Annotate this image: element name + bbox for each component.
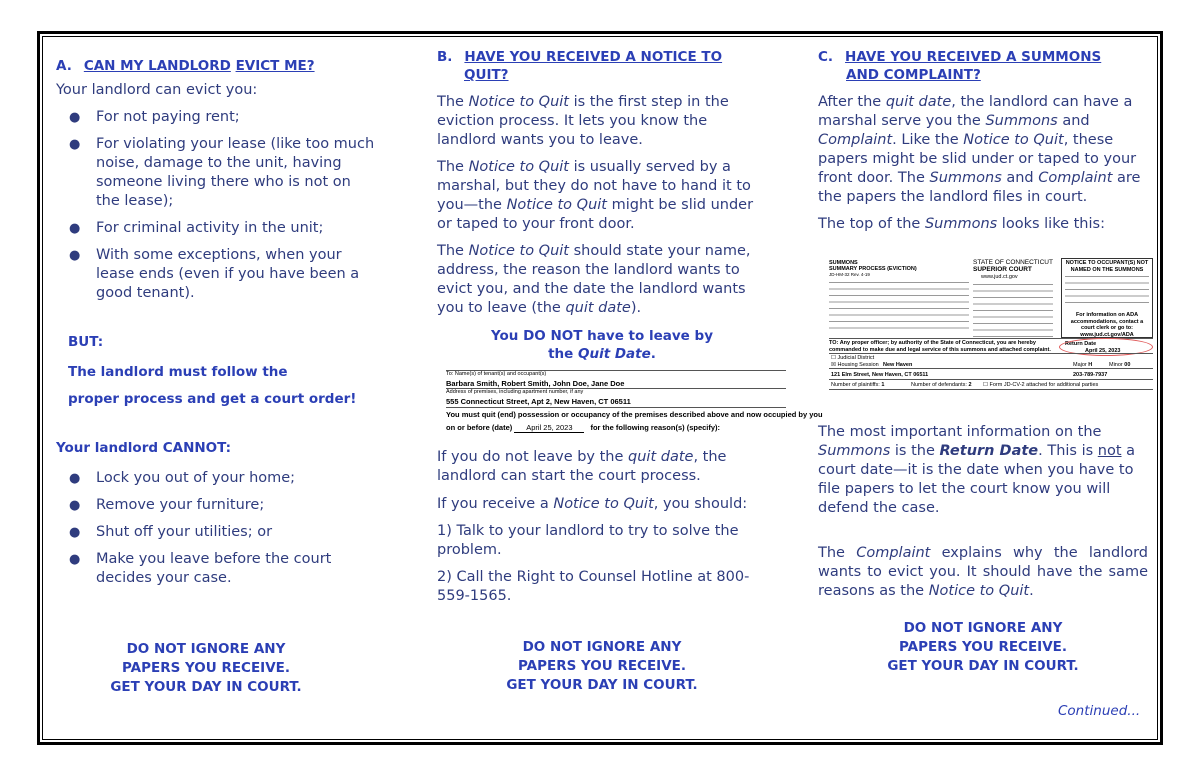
bullet-icon: ● (69, 248, 81, 263)
instructions-text (829, 280, 969, 334)
paragraph: The most important information on the Summons is the Return Date. This is not a court date—it is the date when you have to file papers to let the court know you will defend the case. (818, 424, 1136, 516)
but-label: BUT: (68, 334, 104, 350)
notice-text (1065, 274, 1149, 308)
section-a-heading: A. CAN MY LANDLORD EVICT ME? (56, 58, 315, 74)
instructions-text (973, 282, 1053, 338)
list-item: ● For violating your lease (like too much noise, damage to the unit, having someone living there who is not on the lease); (69, 136, 375, 209)
section-a (56, 48, 376, 697)
section-c-lower (818, 423, 1148, 676)
step-2: 2) Call the Right to Counsel Hotline at 800-559-1565. (437, 569, 750, 604)
continued-label: Continued... (1058, 703, 1141, 719)
must-line-2: proper process and get a court order! (68, 391, 357, 407)
bullet-icon: ● (69, 137, 81, 152)
paragraph: If you receive a Notice to Quit, you should: (437, 496, 748, 512)
can-evict-list (56, 108, 376, 303)
list-item: ● Lock you out of your home; (69, 470, 296, 486)
paragraph: The top of the Summons looks like this: (818, 216, 1105, 232)
bullet-icon: ● (69, 221, 81, 236)
step-1: 1) Talk to your landlord to try to solve the problem. (437, 523, 739, 558)
section-b-lower (437, 448, 767, 695)
list-item: ● Shut off your utilities; or (69, 524, 273, 540)
list-item: ● With some exceptions, when your lease ends (even if you have been a good tenant). (69, 247, 360, 301)
paragraph: The Notice to Quit is the first step in the eviction process. It lets you know the landlord wants you to leave. (437, 94, 729, 148)
cannot-list (56, 469, 376, 588)
list-item: ● For criminal activity in the unit; (69, 220, 324, 236)
section-b-heading: B. HAVE YOU RECEIVED A NOTICE TO QUIT? (437, 49, 723, 83)
list-item: ● Make you leave before the court decides your case. (69, 551, 332, 586)
section-c-heading: C. HAVE YOU RECEIVED A SUMMONS AND COMPLAINT? (818, 49, 1102, 83)
bullet-icon: ● (69, 525, 81, 540)
section-b (437, 48, 767, 363)
paragraph: After the quit date, the landlord can have a marshal serve you the Summons and Complaint. Like the Notice to Quit, these papers might be slid under or taped to your front door. The Summons and Complaint are the papers the landlord files in court. (818, 94, 1141, 205)
paragraph: The Complaint explains why the landlord wants to evict you. It should have the same reasons as the Notice to Quit. (818, 545, 1149, 599)
warning-block: DO NOT IGNORE ANY PAPERS YOU RECEIVE. GET YOUR DAY IN COURT. (887, 620, 1079, 674)
summons-sample: SUMMONS SUMMARY PROCESS (EVICTION) JD-HM-32 Rev. 4-19 STATE OF CONNECTICUT SUPERIOR COURT www.jud.ct.gov NOTICE TO OCCUPANT(S) NOT NAMED ON THE SUMMONS For information on ADA accommodations, contact a court clerk or go to: www.jud.ct.gov/ADA TO: Any proper officer; by authority of the State of Connecticut, you are hereby commanded to make due and legal service of this summons and attached complaint. Return Date April 25, 2023 ☐ Judicial District ☒ Housing Session New Haven Major H Minor 00 121 Elm Street, New Haven, CT 06511 203-789-7937 Number of plaintiffs: 1 Number of defendants: 2 ☐ Form JD-CV-2 attached for additional parties (823, 256, 1153, 390)
bullet-icon: ● (69, 552, 81, 567)
intro-text: Your landlord can evict you: (56, 82, 258, 98)
list-item: ● For not paying rent; (69, 109, 240, 125)
paragraph: The Notice to Quit is usually served by a marshal, but they do not have to hand it to you—the Notice to Quit might be slid under or taped to your front door. (437, 159, 754, 232)
bullet-icon: ● (69, 471, 81, 486)
section-c (818, 48, 1148, 234)
paragraph: If you do not leave by the quit date, the landlord can start the court process. (437, 449, 727, 484)
warning-block: DO NOT IGNORE ANY PAPERS YOU RECEIVE. GET YOUR DAY IN COURT. (110, 641, 302, 695)
bullet-icon: ● (69, 498, 81, 513)
list-item: ● Remove your furniture; (69, 497, 265, 513)
bullet-icon: ● (69, 110, 81, 125)
cannot-title: Your landlord CANNOT: (56, 440, 232, 456)
warning-block: DO NOT IGNORE ANY PAPERS YOU RECEIVE. GET YOUR DAY IN COURT. (506, 639, 698, 693)
do-not-leave-callout: You DO NOT have to leave by the Quit Date. (490, 328, 713, 362)
notice-to-quit-sample: To: Name(s) of tenant(s) and occupant(s) Barbara Smith, Robert Smith, John Doe, Jane Doe Address of premises, including apartment number, if any 555 Connecticut Street, Apt 2, New Haven, CT 06511 You must quit (end) possession or occupancy of the premises described above and now occupied by you on or before (date) April 25, 2023 for the following reason(s) (specify): (446, 371, 823, 432)
must-line-1: The landlord must follow the (68, 364, 288, 380)
paragraph: The Notice to Quit should state your name, address, the reason the landlord wants to evict you, and the date the landlord wants you to leave (the quit date). (437, 243, 751, 316)
